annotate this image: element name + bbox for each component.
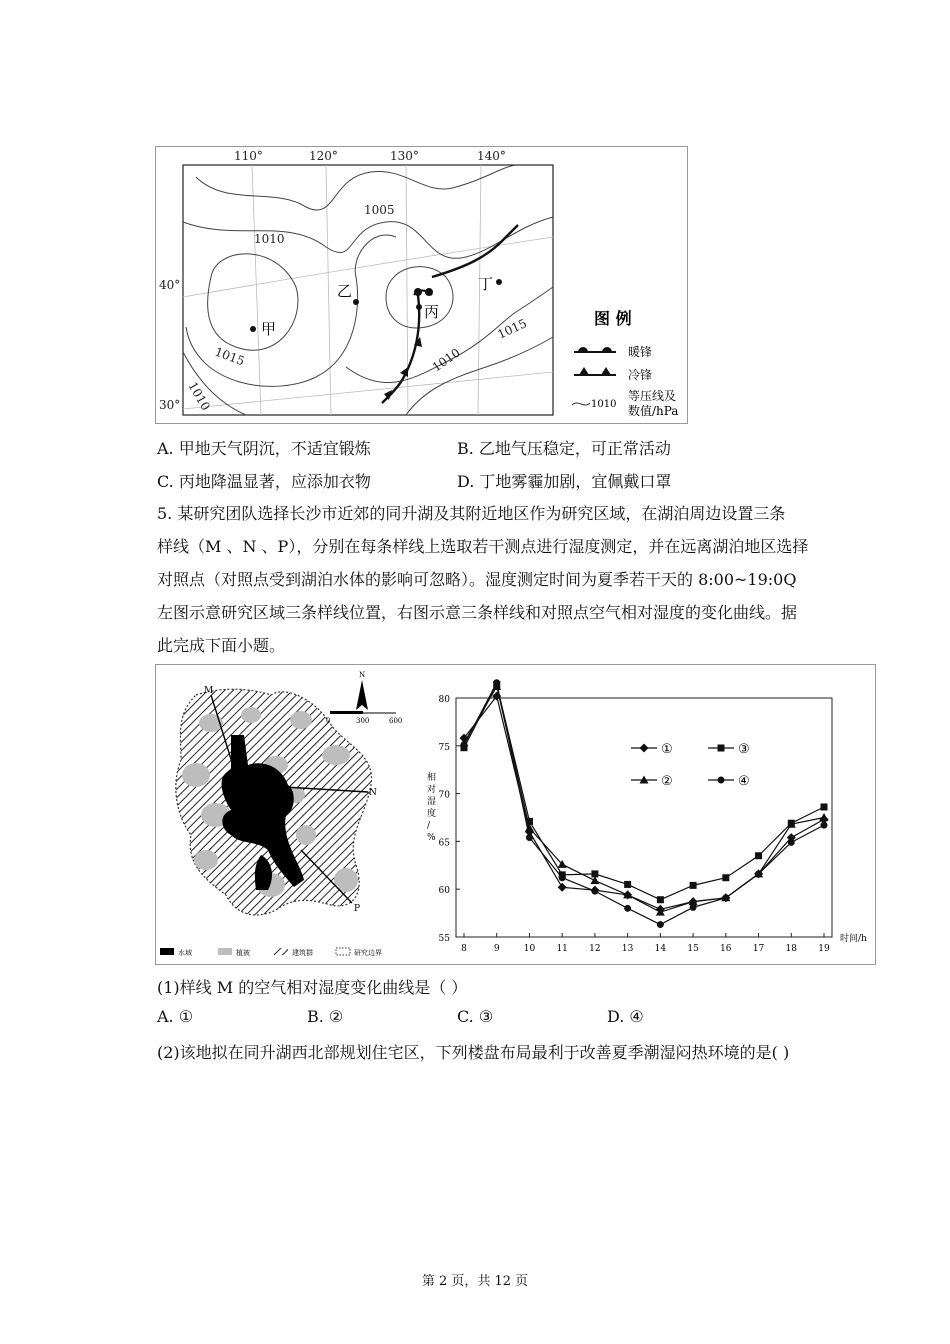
y-tick-label: 65 <box>438 838 450 849</box>
y-tick-label: 80 <box>438 695 450 705</box>
x-tick-label: 14 <box>654 944 667 954</box>
series-2 <box>460 682 829 916</box>
svg-text:600: 600 <box>389 717 403 725</box>
data-point <box>624 905 631 912</box>
subquestion-1-option-d: D. ④ <box>607 1007 644 1026</box>
data-point <box>755 852 762 859</box>
legend-entry-3 <box>708 742 750 757</box>
svg-text:0: 0 <box>326 717 331 725</box>
line-m-label: M <box>204 686 214 696</box>
svg-text:1005: 1005 <box>364 203 395 217</box>
subquestion-1-option-a: A. ① <box>157 1007 194 1026</box>
study-area-map <box>156 665 416 964</box>
subquestion-1-option-c: C. ③ <box>457 1007 494 1026</box>
series-line <box>464 685 824 900</box>
x-tick-label: 8 <box>461 944 467 954</box>
svg-text:1010: 1010 <box>591 399 617 410</box>
data-point <box>493 679 500 686</box>
place-yi-dot <box>353 299 359 305</box>
data-point <box>657 896 664 903</box>
plot-frame <box>456 698 832 937</box>
x-tick-label: 16 <box>720 944 732 954</box>
x-axis-label: 时间/h <box>840 934 867 944</box>
place-yi: 乙 <box>337 282 353 300</box>
legend-isobar-2: 数值/hPa <box>628 404 679 418</box>
legend-vegetation: 植被 <box>236 949 250 957</box>
warm-front-mark <box>414 288 422 296</box>
svg-text:30°: 30° <box>159 398 181 412</box>
x-tick-label: 10 <box>523 944 536 954</box>
q4-option-a: A. 甲地天气阴沉，不适宜锻炼 <box>157 439 371 458</box>
svg-text:1015: 1015 <box>212 344 247 369</box>
x-tick-label: 19 <box>818 944 830 954</box>
x-tick-label: 15 <box>687 944 699 954</box>
data-point <box>820 813 829 821</box>
legend-label: ② <box>661 774 673 789</box>
svg-text:110°: 110° <box>234 149 263 163</box>
data-point <box>718 745 725 752</box>
legend-label: ① <box>661 742 673 757</box>
subquestion-1-option-b: B. ② <box>307 1007 344 1026</box>
y-tick-label: 55 <box>438 934 450 944</box>
map1-legend <box>572 309 678 418</box>
svg-text:1015: 1015 <box>495 316 529 342</box>
series-1 <box>460 692 829 914</box>
svg-text:1010: 1010 <box>185 379 213 413</box>
x-tick-label: 12 <box>589 944 601 954</box>
q5-line-2: 样线（M 、N 、P），分别在每条样线上选取若干测点进行湿度测定，并在远离湖泊地区选择 <box>157 537 809 556</box>
x-tick-label: 18 <box>785 944 797 954</box>
data-point <box>788 839 795 846</box>
q5-line-5: 此完成下面小题。 <box>157 636 286 655</box>
data-point <box>821 822 828 829</box>
data-point <box>591 870 598 877</box>
q5-line-1: 5. 某研究团队选择长沙市近郊的同升湖及其附近地区作为研究区域，在湖泊周边设置三条 <box>157 504 786 523</box>
series-line <box>464 683 824 925</box>
q4-option-b: B. 乙地气压稳定，可正常活动 <box>457 439 671 458</box>
weather-map-svg <box>156 147 687 423</box>
data-point <box>559 874 566 881</box>
data-point <box>558 883 567 892</box>
svg-text:40°: 40° <box>159 278 181 292</box>
data-point <box>722 894 729 901</box>
place-ding-dot <box>496 279 502 285</box>
chart-axes <box>439 695 832 954</box>
data-point <box>640 744 649 753</box>
chart-series <box>460 679 829 928</box>
subquestion-2: (2)该地拟在同升湖西北部规划住宅区，下列楼盘布局最利于改善夏季潮湿闷热环境的是( ) <box>157 1043 790 1062</box>
svg-text:300: 300 <box>356 717 370 725</box>
data-point <box>690 882 697 889</box>
data-point <box>526 834 533 841</box>
x-tick-label: 9 <box>493 944 500 954</box>
q5-line-3: 对照点（对照点受到湖泊水体的影响可忽略）。湿度测定时间为夏季若干天的 8:00~19:0Q <box>157 570 797 589</box>
subquestion-1: (1)样线 M 的空气相对湿度变化曲线是（ ） <box>157 978 468 997</box>
map2-legend <box>160 948 382 957</box>
data-point <box>657 921 664 928</box>
weather-map-figure <box>155 146 688 424</box>
place-bing-dot <box>416 304 422 310</box>
series-4 <box>461 679 828 928</box>
svg-text:140°: 140° <box>477 149 506 163</box>
legend-water: 水域 <box>178 949 192 957</box>
series-line <box>464 696 824 909</box>
y-tick-label: 60 <box>438 886 450 897</box>
place-bing: 丙 <box>424 303 440 321</box>
svg-text:130°: 130° <box>390 149 419 163</box>
legend-warm-front: 暖锋 <box>628 345 653 359</box>
legend-entry-1 <box>631 742 673 757</box>
q4-option-d: D. 丁地雾霾加剧，宜佩戴口罩 <box>457 472 672 491</box>
legend-label: ④ <box>738 774 750 789</box>
series-line <box>464 687 824 913</box>
legend-cold-front: 冷锋 <box>628 368 653 382</box>
warm-front-mark <box>425 288 433 296</box>
line-p-label: P <box>354 904 361 914</box>
humidity-figure <box>155 664 876 965</box>
y-tick-label: 70 <box>438 790 450 801</box>
q5-line-4: 左图示意研究区域三条样线位置，右图示意三条样线和对照点空气相对湿度的变化曲线。据 <box>157 603 798 622</box>
data-point <box>624 881 631 888</box>
legend-entry-2 <box>631 774 673 789</box>
data-point <box>722 874 729 881</box>
svg-text:120°: 120° <box>309 149 338 163</box>
legend-entry-4 <box>708 774 750 789</box>
y-axis-label: 相对湿度/ % <box>427 773 437 843</box>
line-n-label: N <box>369 788 377 798</box>
legend-label: ③ <box>738 742 750 757</box>
data-point <box>788 820 795 827</box>
x-tick-label: 13 <box>621 944 634 954</box>
scale-bar <box>326 711 402 725</box>
data-point <box>461 741 468 748</box>
y-tick-label: 75 <box>438 742 450 753</box>
humidity-chart <box>416 665 875 964</box>
data-point <box>591 888 598 895</box>
data-point <box>718 777 725 784</box>
svg-text:1010: 1010 <box>429 345 463 375</box>
legend-boundary: 研究边界 <box>354 949 382 957</box>
legend-buildings: 建筑群 <box>292 949 313 957</box>
series-3 <box>461 681 828 903</box>
legend-isobar-1: 等压线及 <box>628 389 677 403</box>
svg-text:N: N <box>359 671 366 679</box>
place-jia: 甲 <box>261 320 277 338</box>
chart-legend <box>631 742 750 789</box>
svg-text:1010: 1010 <box>254 232 285 246</box>
x-tick-label: 17 <box>752 944 765 954</box>
data-point <box>690 904 697 911</box>
data-point <box>821 803 828 810</box>
legend-title: 图 例 <box>594 309 632 328</box>
graticule-labels <box>159 149 506 412</box>
q4-option-c: C. 丙地降温显著，应添加衣物 <box>157 472 371 491</box>
place-ding: 丁 <box>478 275 494 293</box>
page-footer: 第 2 页，共 12 页 <box>421 1274 529 1289</box>
fronts <box>382 225 518 403</box>
north-arrow-icon <box>356 671 368 710</box>
place-jia-dot <box>250 326 256 332</box>
x-tick-label: 11 <box>556 944 568 954</box>
data-point <box>755 870 762 877</box>
